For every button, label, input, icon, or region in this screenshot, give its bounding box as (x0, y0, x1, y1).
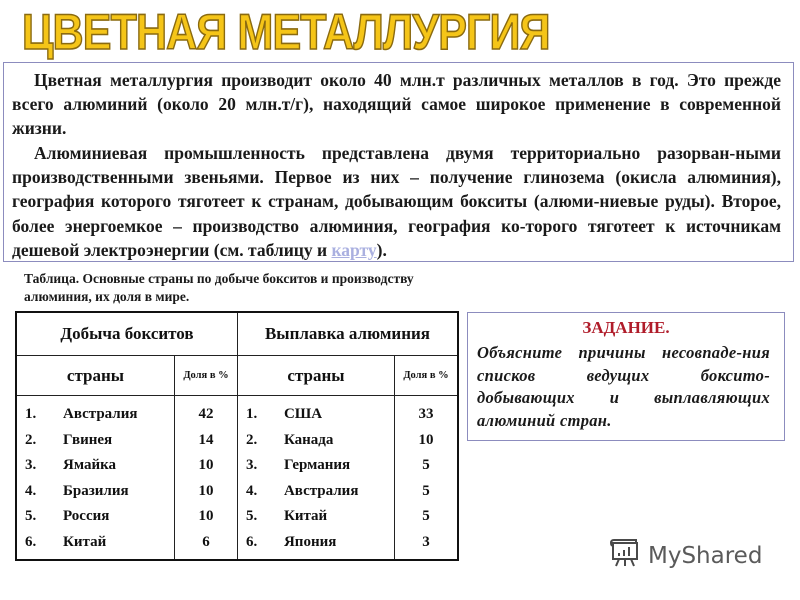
table-row (238, 453, 394, 479)
watermark-label: MyShared (648, 543, 763, 569)
share-value: 33 (418, 406, 434, 422)
share-value: 3 (422, 533, 430, 550)
share-value: 5 (422, 508, 430, 524)
table-row (238, 530, 394, 556)
share-value: 10 (198, 508, 214, 524)
aluminium-shares-cell (395, 396, 459, 561)
country: Гвинея (63, 431, 113, 448)
table-row (17, 504, 174, 530)
rank: 1. (245, 406, 258, 423)
intro-text-box (3, 62, 794, 262)
column-header-countries-aluminium: страны (237, 356, 394, 396)
rank: 3. (25, 457, 37, 474)
share-value: 5 (422, 482, 430, 499)
country: Китай (283, 508, 328, 525)
rank: 5. (25, 508, 37, 525)
task-title: ЗАДАНИЕ. (582, 318, 670, 337)
task-text: Объясните причины несовпаде-ния списков ведущих боксито-добывающих и выплавляющих алюминий стран. (477, 343, 770, 430)
column-header-share-aluminium: Доля в % (395, 356, 459, 396)
table-row (17, 402, 174, 428)
table-row (238, 504, 394, 530)
table-row (17, 428, 174, 454)
aluminium-countries-cell (237, 396, 394, 561)
table-row (17, 530, 174, 556)
country: Япония (283, 533, 337, 550)
country: Россия (63, 508, 110, 525)
share-value: 10 (198, 457, 214, 473)
table-row (238, 428, 394, 454)
share-value: 14 (198, 431, 214, 448)
column-header-share-bauxite: Доля в % (175, 356, 238, 396)
rank: 2. (245, 431, 258, 448)
country: Бразилия (63, 482, 129, 499)
country: Канада (283, 431, 334, 448)
intro-paragraph-2-text: Алюминиевая промышленность представлена двумя территориально разорван-ными производственными звеньями. Первое из них – получение глинозема (окисла алюминия), география которого тяготеет к странам, добывающим бокситы (алюми-ниевые руды). Второе, более энергоемкое – производство алюминия, география ко-торого тяготеет к источникам дешевой электроэнергии (см. таблицу и (12, 143, 781, 260)
table-caption: Таблица. Основные страны по добыче бокситов и производству алюминия, их доля в мире. (24, 271, 414, 304)
intro-paragraph-2 (12, 141, 781, 262)
myshared-watermark[interactable] (608, 536, 762, 576)
bauxite-aluminium-table (15, 311, 459, 561)
table-row (238, 479, 394, 505)
country: Австралия (283, 482, 359, 499)
country: Ямайка (63, 457, 117, 474)
rank: 1. (25, 406, 37, 423)
rank: 5. (245, 508, 258, 525)
table-row (17, 453, 174, 479)
group-header-aluminium: Выплавка алюминия (237, 312, 458, 356)
share-value: 10 (418, 431, 434, 448)
presentation-board-icon (608, 536, 648, 576)
bauxite-countries-cell (16, 396, 175, 561)
intro-paragraph-2-end: ). (376, 239, 387, 260)
rank: 4. (245, 482, 258, 499)
rank: 6. (245, 533, 258, 550)
intro-paragraph-1: Цветная металлургия производит около 40 млн.т различных металлов в год. Это прежде всего алюминий (около 20 млн.т/г), находящий самое широкое применение в современной жизни. (12, 70, 781, 139)
rank: 6. (25, 533, 37, 550)
rank: 2. (25, 431, 37, 448)
rank: 3. (245, 457, 258, 474)
column-header-countries-bauxite: страны (16, 356, 175, 396)
bauxite-shares-cell (175, 396, 238, 561)
map-link[interactable]: карту (331, 239, 377, 260)
share-value: 42 (198, 406, 214, 422)
table-row (238, 402, 394, 428)
rank: 4. (25, 482, 37, 499)
share-value: 6 (202, 533, 210, 550)
page-title: ЦВЕТНАЯ МЕТАЛЛУРГИЯ (22, 4, 550, 60)
table-row (17, 479, 174, 505)
group-header-bauxite: Добыча бокситов (16, 312, 237, 356)
country: Китай (63, 533, 107, 550)
country: США (283, 406, 323, 423)
country: Австралия (63, 406, 138, 423)
share-value: 5 (422, 457, 430, 473)
share-value: 10 (198, 482, 214, 499)
task-box (467, 312, 785, 441)
country: Германия (283, 457, 351, 474)
